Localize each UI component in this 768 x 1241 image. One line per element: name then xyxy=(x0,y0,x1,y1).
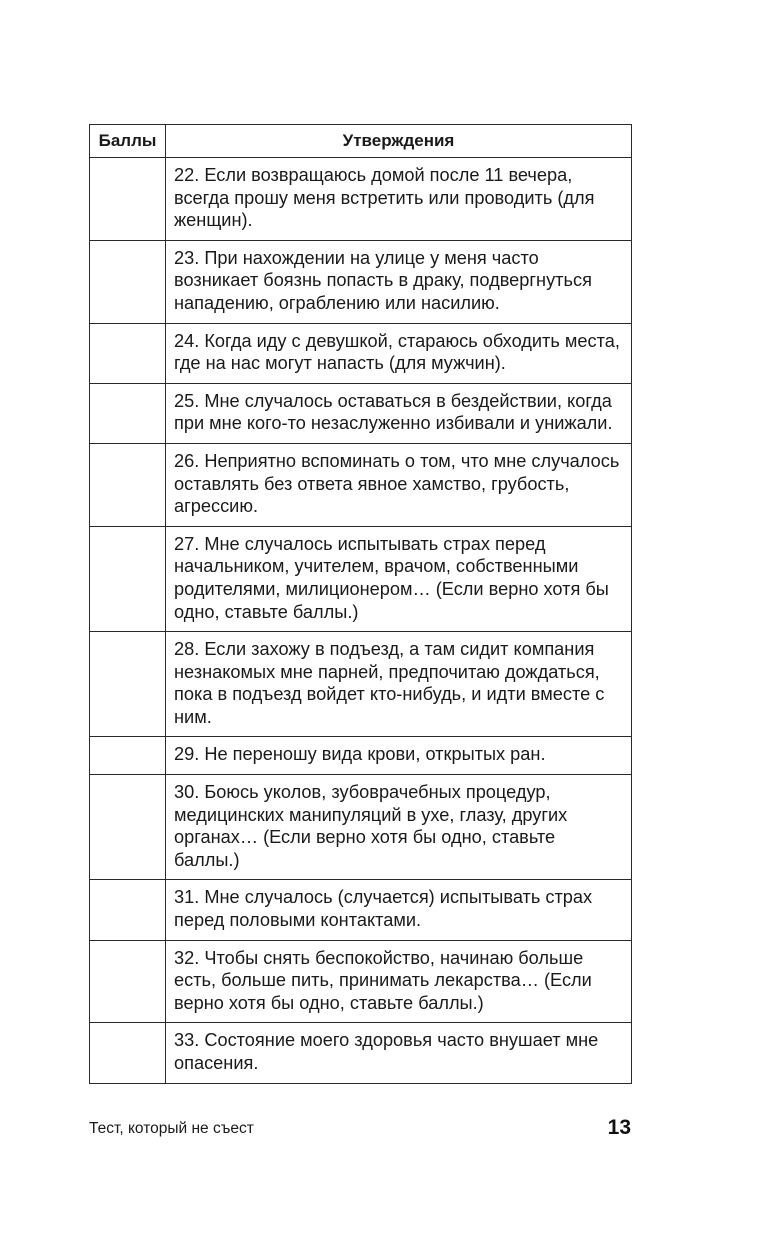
table-row xyxy=(90,737,632,775)
table-row xyxy=(90,632,632,737)
header-statements: Утверждения xyxy=(166,125,632,158)
statement-text: 33. Состояние моего здоровья часто внушает мне опасения. xyxy=(166,1023,632,1083)
questionnaire-table xyxy=(89,124,632,1084)
statement-text: 28. Если захожу в подъезд, а там сидит компания незнакомых мне парней, предпочитаю дождаться, пока в подъезд войдет кто-нибудь, и идти вместе с ним. xyxy=(166,632,632,737)
statement-text: 25. Мне случалось оставаться в бездействии, когда при мне кого-то незаслуженно избивали и унижали. xyxy=(166,383,632,443)
statement-text: 24. Когда иду с девушкой, стараюсь обходить места, где на нас могут напасть (для мужчин). xyxy=(166,323,632,383)
score-cell[interactable] xyxy=(90,158,166,241)
table-row xyxy=(90,880,632,940)
table-row xyxy=(90,323,632,383)
statement-text: 23. При нахождении на улице у меня часто возникает боязнь попасть в драку, подвергнуться нападению, ограблению или насилию. xyxy=(166,240,632,323)
table-header-row xyxy=(90,125,632,158)
statement-text: 27. Мне случалось испытывать страх перед начальником, учителем, врачом, собственными родителями, милиционером… (Если верно хотя бы одно, ставьте баллы.) xyxy=(166,526,632,631)
statement-text: 26. Неприятно вспоминать о том, что мне случалось оставлять без ответа явное хамство, грубость, агрессию. xyxy=(166,443,632,526)
score-cell[interactable] xyxy=(90,383,166,443)
table-row xyxy=(90,940,632,1023)
score-cell[interactable] xyxy=(90,240,166,323)
score-cell[interactable] xyxy=(90,323,166,383)
table-row xyxy=(90,240,632,323)
table-row xyxy=(90,526,632,631)
statement-text: 29. Не переношу вида крови, открытых ран. xyxy=(166,737,632,775)
score-cell[interactable] xyxy=(90,443,166,526)
score-cell[interactable] xyxy=(90,632,166,737)
statement-text: 22. Если возвращаюсь домой после 11 вечера, всегда прошу меня встретить или проводить (для женщин). xyxy=(166,158,632,241)
statement-text: 31. Мне случалось (случается) испытывать страх перед половыми контактами. xyxy=(166,880,632,940)
table-row xyxy=(90,443,632,526)
table-row xyxy=(90,775,632,880)
statement-text: 32. Чтобы снять беспокойство, начинаю больше есть, больше пить, принимать лекарства… (Если верно хотя бы одно, ставьте баллы.) xyxy=(166,940,632,1023)
score-cell[interactable] xyxy=(90,737,166,775)
score-cell[interactable] xyxy=(90,526,166,631)
table-row xyxy=(90,383,632,443)
header-score: Баллы xyxy=(90,125,166,158)
table-row xyxy=(90,1023,632,1083)
score-cell[interactable] xyxy=(90,880,166,940)
statement-text: 30. Боюсь уколов, зубоврачебных процедур, медицинских манипуляций в ухе, глазу, других органах… (Если верно хотя бы одно, ставьте баллы.) xyxy=(166,775,632,880)
running-footer-title: Тест, который не съест xyxy=(89,1120,254,1137)
page-number: 13 xyxy=(607,1116,631,1139)
score-cell[interactable] xyxy=(90,775,166,880)
table-row xyxy=(90,158,632,241)
score-cell[interactable] xyxy=(90,1023,166,1083)
score-cell[interactable] xyxy=(90,940,166,1023)
